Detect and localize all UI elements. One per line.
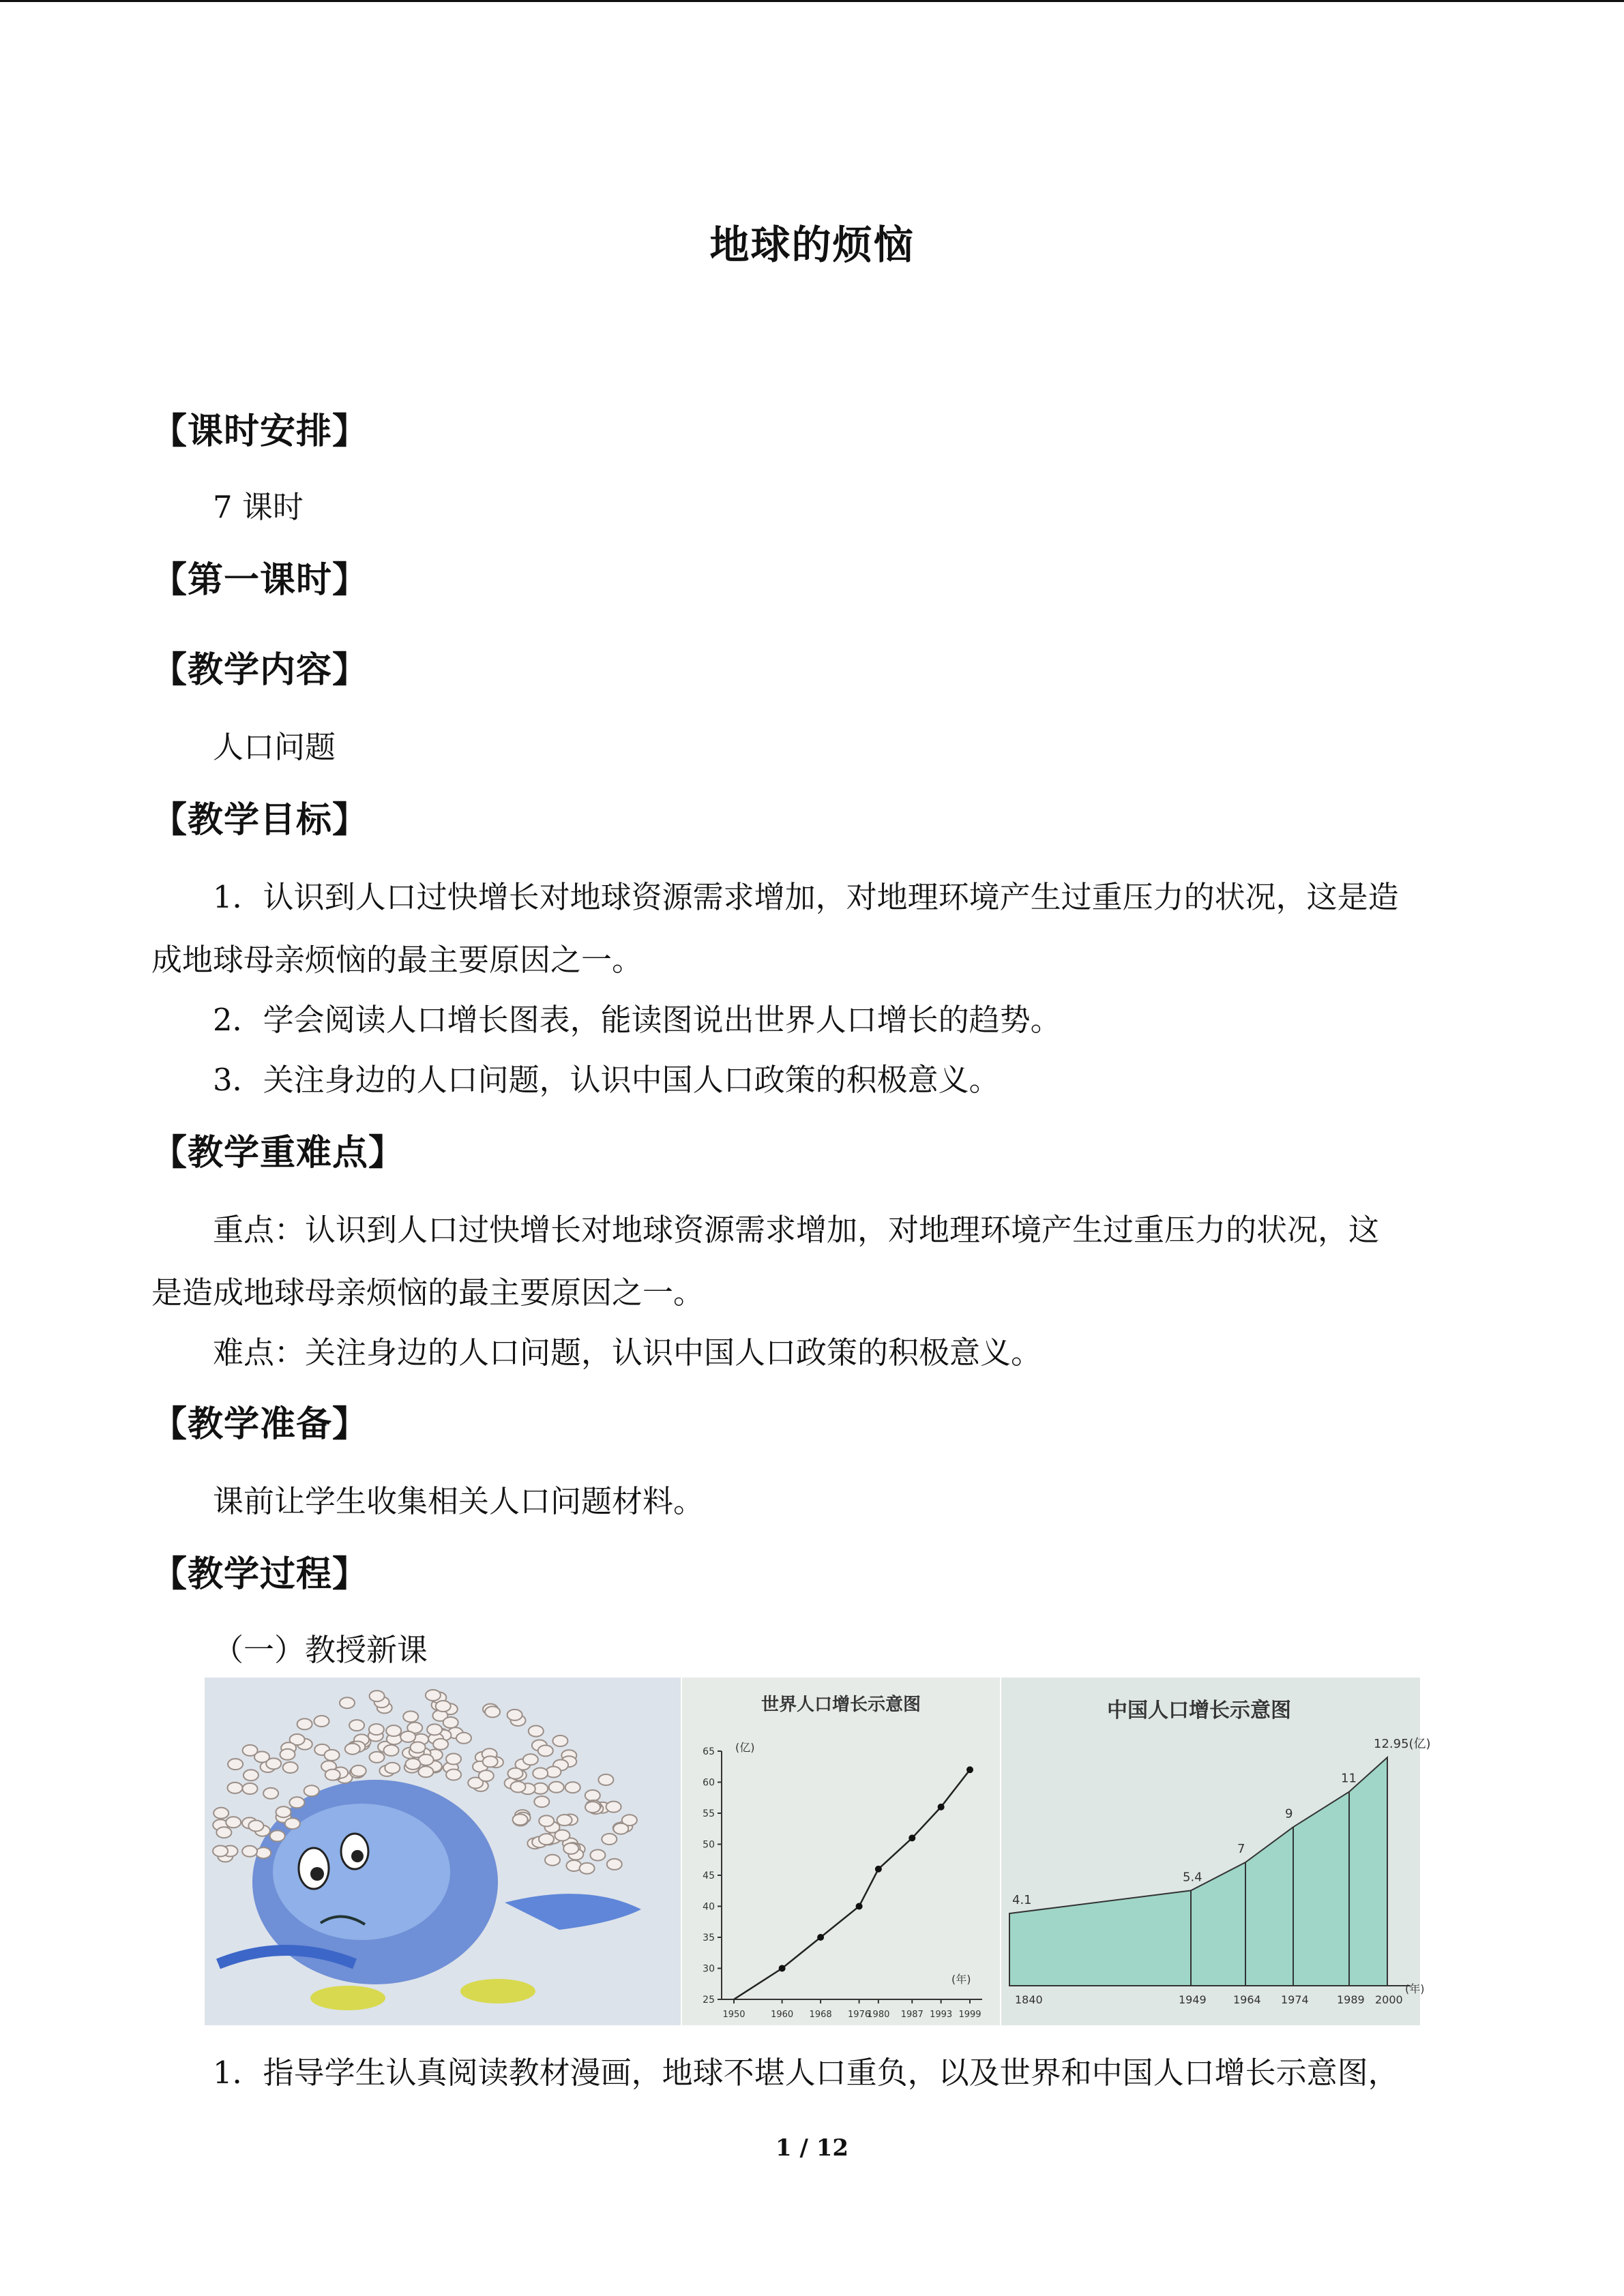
- crowd-person-icon: [314, 1716, 329, 1727]
- world-data-point: [966, 1766, 973, 1773]
- world-x-tick-label: 1976: [848, 2010, 871, 2020]
- crowd-person-icon: [483, 1756, 498, 1767]
- crowd-person-icon: [479, 1770, 494, 1781]
- goal-item-1-line-2: 成地球母亲烦恼的最主要原因之一。: [151, 942, 643, 978]
- crowd-person-icon: [403, 1711, 418, 1722]
- goal-item-3: 3．关注身边的人口问题，认识中国人口政策的积极意义。: [213, 1062, 1000, 1098]
- world-x-tick-label: 1999: [958, 2010, 981, 2020]
- crowd-person-icon: [386, 1725, 401, 1736]
- world-x-tick-label: 1980: [867, 2010, 890, 2020]
- crowd-person-icon: [256, 1847, 271, 1858]
- crowd-person-icon: [426, 1690, 441, 1701]
- heading-process: 【教学过程】: [151, 1554, 369, 1595]
- crowd-person-icon: [242, 1846, 257, 1857]
- world-data-point: [938, 1804, 945, 1810]
- crowd-person-icon: [226, 1817, 241, 1828]
- heading-key-points: 【教学重难点】: [151, 1133, 405, 1174]
- crowd-person-icon: [552, 1735, 567, 1746]
- crowd-person-icon: [243, 1745, 258, 1756]
- china-data-label: 5.4: [1183, 1870, 1202, 1885]
- crowd-person-icon: [340, 1697, 355, 1708]
- china-data-label: 11: [1341, 1771, 1357, 1786]
- world-series-line: [734, 1770, 970, 1999]
- crowd-person-icon: [598, 1774, 613, 1785]
- crowd-person-icon: [549, 1782, 564, 1793]
- crowd-person-icon: [511, 1781, 526, 1792]
- crowd-person-icon: [325, 1770, 340, 1780]
- crowd-person-icon: [513, 1814, 528, 1825]
- world-y-tick-label: 30: [703, 1963, 715, 1975]
- crowd-person-icon: [590, 1850, 605, 1861]
- crowd-person-icon: [370, 1690, 385, 1701]
- world-data-point: [875, 1866, 882, 1873]
- preparation-text: 课前让学生收集相关人口问题材料。: [213, 1483, 705, 1519]
- crowd-person-icon: [411, 1742, 426, 1753]
- world-x-tick-label: 1993: [930, 2010, 953, 2020]
- world-y-tick-label: 50: [703, 1839, 715, 1851]
- process-sub-heading: （一）教授新课: [213, 1632, 428, 1668]
- world-y-tick-label: 35: [703, 1933, 715, 1943]
- schedule-text: 7 课时: [213, 489, 304, 525]
- crowd-person-icon: [243, 1770, 259, 1780]
- crowd-person-icon: [606, 1802, 621, 1813]
- crowd-person-icon: [351, 1765, 366, 1776]
- process-step-1: 1．指导学生认真阅读教材漫画，地球不堪人口重负，以及世界和中国人口增长示意图，: [213, 2055, 1399, 2091]
- earth-cartoon-icon: [205, 1678, 681, 2025]
- crowd-person-icon: [613, 1823, 628, 1834]
- crowd-person-icon: [345, 1744, 360, 1755]
- crowd-person-icon: [485, 1706, 500, 1717]
- crowd-person-icon: [213, 1846, 228, 1857]
- crowd-person-icon: [418, 1766, 433, 1777]
- china-chart-xlabel: (年): [1405, 1982, 1425, 1995]
- crowd-person-icon: [538, 1745, 553, 1756]
- crowd-person-icon: [585, 1802, 600, 1813]
- crowd-person-icon: [213, 1808, 228, 1819]
- world-y-tick-label: 25: [703, 1995, 715, 2006]
- crowd-person-icon: [285, 1818, 300, 1829]
- heading-preparation: 【教学准备】: [151, 1404, 369, 1445]
- crowd-person-icon: [539, 1815, 554, 1826]
- world-data-point: [779, 1965, 786, 1972]
- crowd-person-icon: [289, 1797, 304, 1808]
- difficulty-text: 难点：关注身边的人口问题，认识中国人口政策的积极意义。: [213, 1335, 1042, 1371]
- key-point-line-2: 是造成地球母亲烦恼的最主要原因之一。: [151, 1274, 705, 1311]
- crowd-person-icon: [248, 1821, 263, 1832]
- world-y-tick-label: 55: [703, 1808, 715, 1819]
- china-x-tick-label: 1840: [1015, 1993, 1043, 2006]
- china-population-chart-svg: [1001, 1678, 1431, 2025]
- crowd-person-icon: [263, 1788, 278, 1799]
- world-y-tick-label: 65: [703, 1746, 715, 1757]
- page-number: 1 / 12: [775, 2134, 849, 2162]
- crowd-person-icon: [456, 1733, 471, 1744]
- heading-content: 【教学内容】: [151, 650, 369, 691]
- china-data-label: 12.95(亿): [1374, 1737, 1431, 1752]
- china-x-tick-label: 1974: [1281, 1993, 1309, 2006]
- world-x-tick-label: 1950: [722, 2010, 745, 2020]
- crowd-person-icon: [370, 1752, 385, 1763]
- world-y-tick-label: 40: [703, 1901, 715, 1913]
- china-data-label: 7: [1237, 1842, 1245, 1856]
- crowd-person-icon: [565, 1782, 580, 1793]
- china-x-tick-label: 1964: [1233, 1993, 1261, 2006]
- key-point-line-1: 重点：认识到人口过快增长对地球资源需求增加，对地理环境产生过重压力的状况，这: [213, 1212, 1380, 1248]
- crowd-person-icon: [555, 1830, 570, 1841]
- world-y-tick-label: 60: [703, 1777, 715, 1789]
- goal-item-1-line-1: 1．认识到人口过快增长对地球资源需求增加，对地理环境产生过重压力的状况，这是造: [213, 879, 1399, 915]
- crowd-person-icon: [228, 1759, 243, 1770]
- crowd-person-icon: [580, 1863, 595, 1874]
- crowd-person-icon: [349, 1720, 364, 1731]
- crowd-person-icon: [369, 1724, 384, 1735]
- crowd-person-icon: [436, 1701, 451, 1712]
- china-x-tick-label: 1949: [1179, 1993, 1207, 2006]
- heading-goals: 【教学目标】: [151, 800, 369, 841]
- heading-first-lesson: 【第一课时】: [151, 560, 369, 601]
- world-x-tick-label: 1987: [900, 2010, 924, 2020]
- china-x-tick-label: 2000: [1375, 1993, 1403, 2006]
- world-data-point: [909, 1834, 915, 1841]
- china-data-label: 9: [1285, 1806, 1293, 1821]
- page-top-border: [0, 0, 1624, 2]
- crowd-person-icon: [508, 1768, 523, 1779]
- crowd-person-icon: [585, 1790, 600, 1801]
- crowd-person-icon: [507, 1710, 522, 1720]
- crowd-person-icon: [385, 1763, 400, 1774]
- crowd-person-icon: [270, 1830, 285, 1841]
- china-data-label: 4.1: [1012, 1892, 1032, 1907]
- crowd-person-icon: [545, 1855, 560, 1866]
- crowd-person-icon: [400, 1731, 415, 1742]
- crowd-person-icon: [539, 1834, 554, 1845]
- world-x-tick-label: 1960: [771, 2010, 794, 2020]
- china-population-chart: [1001, 1678, 1431, 2025]
- world-data-point: [817, 1934, 824, 1941]
- crowd-person-icon: [533, 1768, 548, 1779]
- crowd-person-icon: [406, 1759, 421, 1770]
- crowd-person-icon: [529, 1726, 544, 1737]
- crowd-person-icon: [523, 1754, 538, 1765]
- world-chart-ylabel: (亿): [735, 1741, 755, 1754]
- china-chart-title: 中国人口增长示意图: [1107, 1699, 1291, 1723]
- crowd-person-icon: [427, 1724, 442, 1735]
- world-population-chart: [682, 1678, 1000, 2025]
- world-chart-title: 世界人口增长示意图: [761, 1695, 921, 1715]
- crowd-person-icon: [280, 1749, 295, 1760]
- crowd-person-icon: [304, 1785, 319, 1796]
- goal-item-2: 2．学会阅读人口增长图表，能读图说出世界人口增长的趋势。: [213, 1002, 1061, 1038]
- crowd-person-icon: [228, 1783, 243, 1793]
- crowd-person-icon: [443, 1717, 458, 1728]
- crowd-person-icon: [446, 1770, 461, 1780]
- crowd-person-icon: [216, 1827, 231, 1838]
- crowd-person-icon: [384, 1745, 399, 1756]
- crowd-person-icon: [557, 1815, 572, 1825]
- crowd-person-icon: [607, 1859, 622, 1870]
- world-data-point: [856, 1903, 863, 1910]
- content-text: 人口问题: [213, 729, 336, 765]
- world-population-chart-svg: [682, 1678, 1000, 2025]
- crowd-person-icon: [563, 1843, 578, 1854]
- heading-schedule: 【课时安排】: [151, 411, 369, 452]
- china-x-tick-label: 1989: [1337, 1993, 1365, 2006]
- crowd-person-icon: [325, 1750, 340, 1761]
- crowd-person-icon: [534, 1796, 549, 1807]
- crowd-person-icon: [297, 1718, 312, 1729]
- crowd-person-icon: [433, 1739, 448, 1750]
- crowd-person-icon: [276, 1806, 291, 1817]
- world-x-tick-label: 1968: [809, 2010, 832, 2020]
- crowd-person-icon: [602, 1834, 617, 1845]
- overcrowded-earth-cartoon: [205, 1678, 681, 2025]
- crowd-person-icon: [243, 1783, 258, 1794]
- world-chart-xlabel: (年): [951, 1973, 971, 1986]
- crowd-person-icon: [446, 1754, 461, 1765]
- crowd-person-icon: [283, 1762, 298, 1773]
- page-title: 地球的烦恼: [709, 222, 915, 268]
- world-y-tick-label: 45: [703, 1870, 715, 1881]
